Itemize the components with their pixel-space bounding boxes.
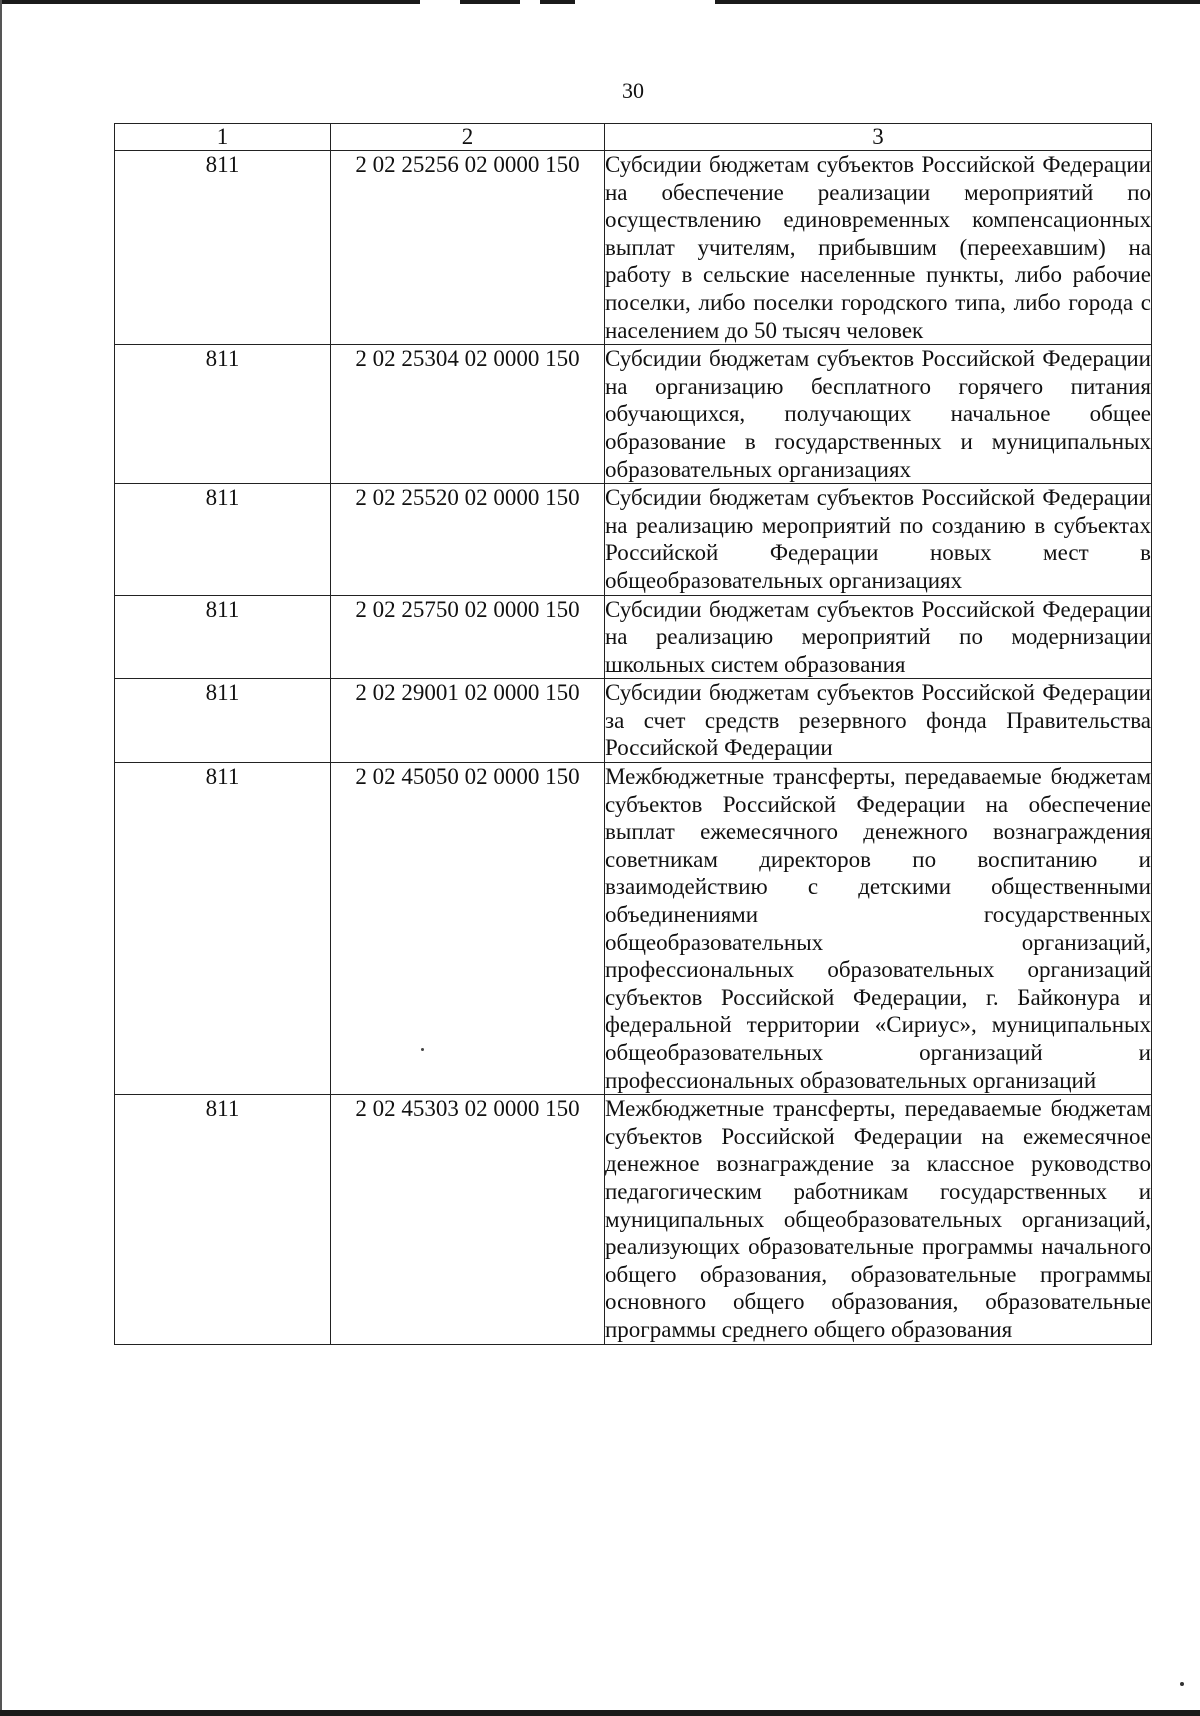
description-cell: Межбюджетные трансферты, передаваемые бюджетам субъектов Российской Федерации на обеспечение выплат ежемесячного денежного вознаграждения советникам директоров по воспитанию и взаимодействию с детскими общественными объединениями государственных общеобразовательных организаций, профессиональных образовательных организаций субъектов Российской Федерации, г. Байконура и федеральной территории «Сириус», муниципальных общеобразовательных организаций и профессиональных образовательных организаций	[605, 763, 1152, 1095]
column-header-2: 2	[331, 124, 605, 151]
description-cell: Межбюджетные трансферты, передаваемые бюджетам субъектов Российской Федерации на ежемесячное денежное вознаграждение за классное руководство педагогическим работникам государственных и муниципальных общеобразовательных организаций, реализующих образовательные программы начального общего образования, образовательные программы основного общего образования, образовательные программы среднего общего образования	[605, 1095, 1152, 1344]
scan-speck	[1180, 1682, 1184, 1686]
table-row	[115, 763, 1152, 1095]
scan-edge-top	[0, 0, 1200, 4]
description-cell: Субсидии бюджетам субъектов Российской Федерации на реализацию мероприятий по созданию в субъектах Российской Федерации новых мест в общеобразовательных организациях	[605, 484, 1152, 595]
description-cell: Субсидии бюджетам субъектов Российской Федерации на организацию бесплатного горячего питания обучающихся, получающих начальное общее образование в государственных и муниципальных образовательных организациях	[605, 345, 1152, 484]
admin-code-cell: 811	[115, 595, 331, 679]
admin-code-cell: 811	[115, 1095, 331, 1344]
budget-code-cell: 2 02 25304 02 0000 150	[331, 345, 605, 484]
admin-code-cell: 811	[115, 679, 331, 763]
page-number: 30	[622, 78, 644, 103]
scan-edge-bottom	[0, 1710, 1200, 1716]
scan-speck	[421, 1048, 424, 1051]
table-row	[115, 679, 1152, 763]
scan-edge-left	[0, 0, 2, 1716]
table-row	[115, 484, 1152, 595]
table-row	[115, 345, 1152, 484]
table-header-row	[115, 124, 1152, 151]
budget-code-cell: 2 02 45303 02 0000 150	[331, 1095, 605, 1344]
admin-code-cell: 811	[115, 484, 331, 595]
budget-code-cell: 2 02 29001 02 0000 150	[331, 679, 605, 763]
budget-code-cell: 2 02 25750 02 0000 150	[331, 595, 605, 679]
budget-code-table	[114, 123, 1152, 1345]
description-cell: Субсидии бюджетам субъектов Российской Федерации на реализацию мероприятий по модернизации школьных систем образования	[605, 595, 1152, 679]
table-row	[115, 595, 1152, 679]
admin-code-cell: 811	[115, 345, 331, 484]
column-header-3: 3	[605, 124, 1152, 151]
admin-code-cell: 811	[115, 763, 331, 1095]
column-header-1: 1	[115, 124, 331, 151]
budget-code-cell: 2 02 25256 02 0000 150	[331, 151, 605, 345]
budget-code-cell: 2 02 45050 02 0000 150	[331, 763, 605, 1095]
budget-code-cell: 2 02 25520 02 0000 150	[331, 484, 605, 595]
description-cell: Субсидии бюджетам субъектов Российской Федерации на обеспечение реализации мероприятий по осуществлению единовременных компенсационных выплат учителям, прибывшим (переехавшим) на работу в сельские населенные пункты, либо рабочие поселки, либо поселки городского типа, либо города с населением до 50 тысяч человек	[605, 151, 1152, 345]
admin-code-cell: 811	[115, 151, 331, 345]
description-cell: Субсидии бюджетам субъектов Российской Федерации за счет средств резервного фонда Правительства Российской Федерации	[605, 679, 1152, 763]
table-row	[115, 1095, 1152, 1344]
table-row	[115, 151, 1152, 345]
